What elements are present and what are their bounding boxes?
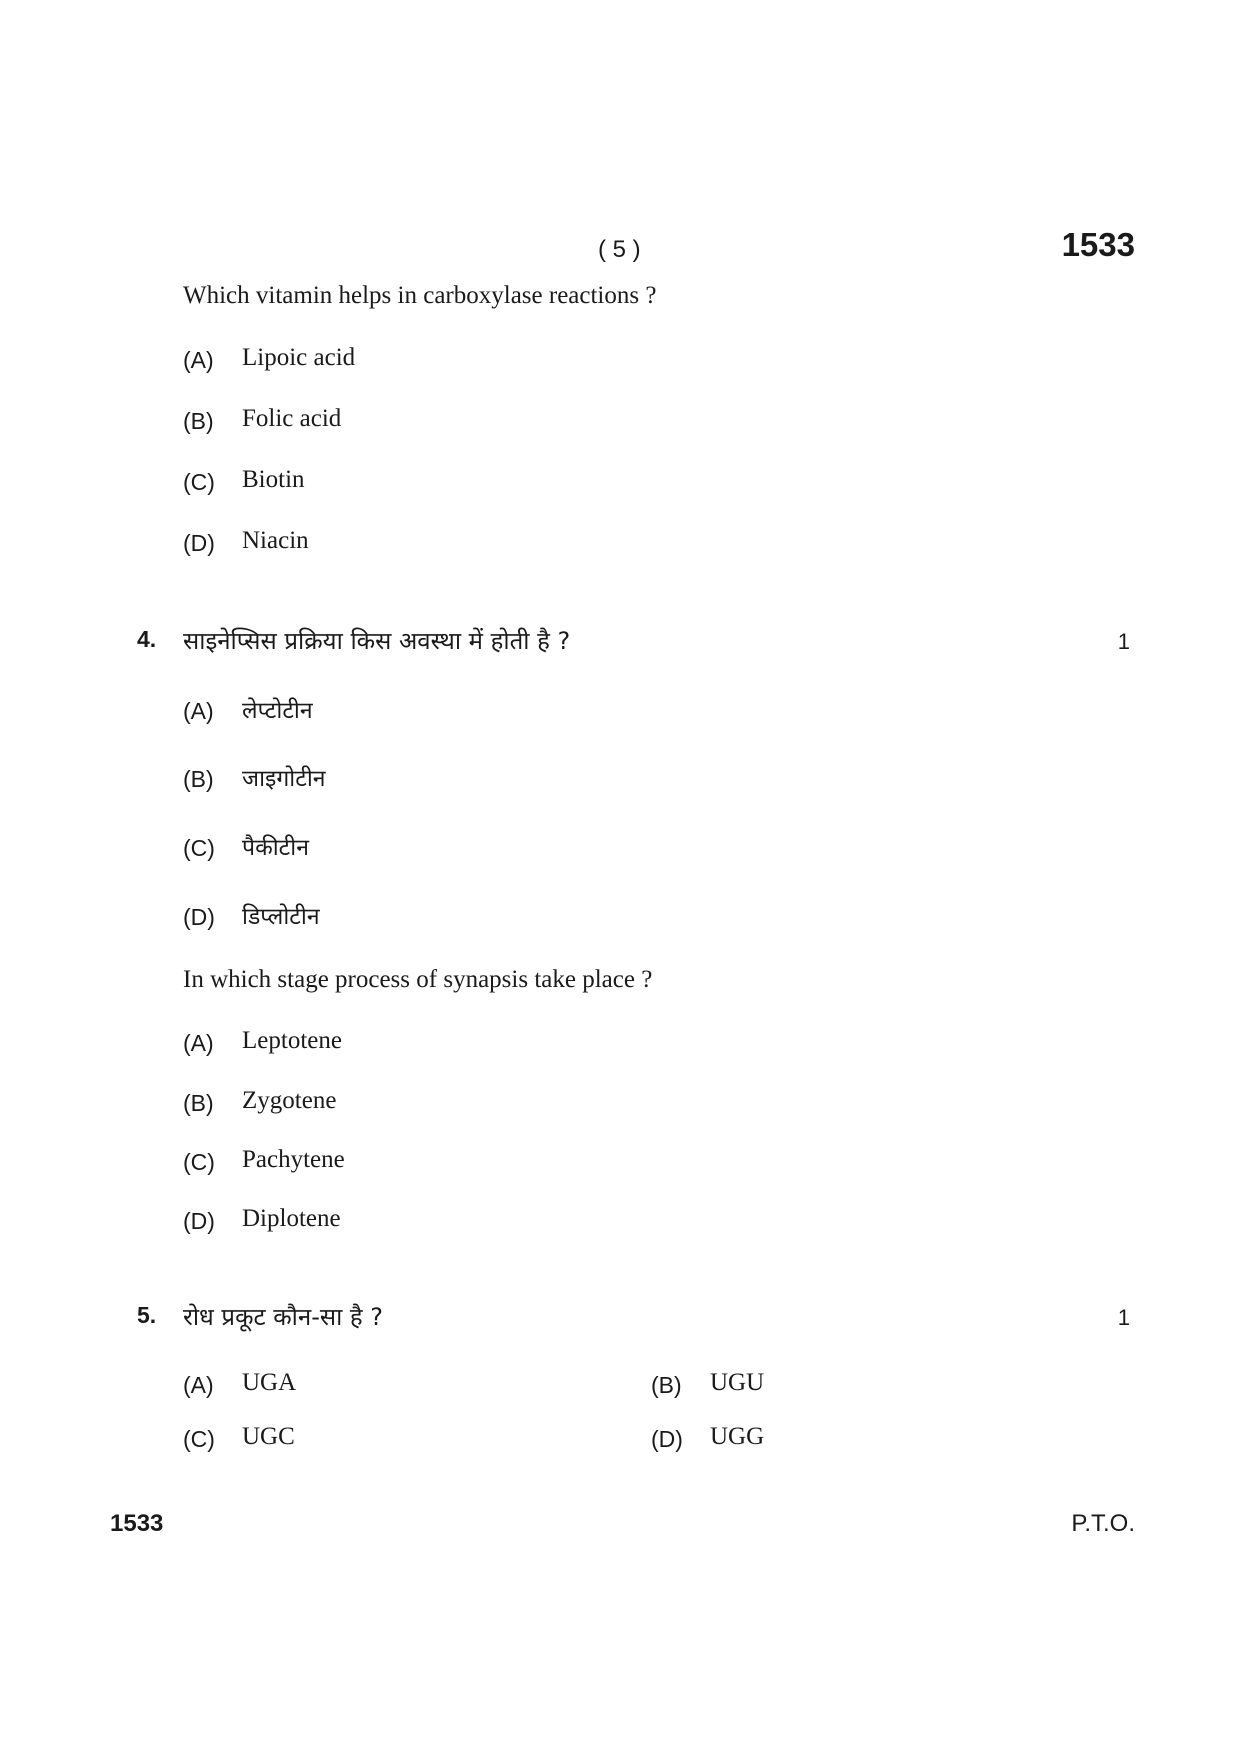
q4-en-option-a-letter: (A) [183, 1030, 214, 1056]
q4-english-text: In which stage process of synapsis take place ? [183, 966, 653, 993]
q4-hindi-text: साइनेप्सिस प्रक्रिया किस अवस्था में होती है ? [183, 627, 571, 655]
q5-option-d-letter: (D) [651, 1426, 683, 1452]
q4-hi-option-d-letter: (D) [183, 904, 215, 930]
q4-en-option-b-text: Zygotene [242, 1087, 337, 1114]
q4-en-option-d-letter: (D) [183, 1208, 215, 1234]
q4-hi-option-c-letter: (C) [183, 835, 215, 861]
q4-en-option-b-letter: (B) [183, 1090, 214, 1116]
q5-option-c-text: UGC [242, 1423, 295, 1450]
q3-option-b-text: Folic acid [242, 405, 342, 432]
q3-option-a-letter: (A) [183, 347, 214, 373]
q5-number: 5. [137, 1302, 157, 1328]
q4-number: 4. [137, 626, 157, 652]
q4-en-option-c-letter: (C) [183, 1149, 215, 1175]
pto-label: P.T.O. [1071, 1510, 1135, 1537]
q5-option-a-letter: (A) [183, 1372, 214, 1398]
q3-option-d-text: Niacin [242, 527, 309, 554]
q4-marks: 1 [1117, 629, 1130, 654]
q4-hi-option-a-text: लेप्टोटीन [242, 698, 313, 724]
q4-en-option-d-text: Diplotene [242, 1205, 341, 1232]
q5-option-c-letter: (C) [183, 1426, 215, 1452]
paper-code-footer: 1533 [110, 1510, 164, 1537]
q3-option-b-letter: (B) [183, 408, 214, 434]
page-number: ( 5 ) [598, 236, 641, 263]
q4-hi-option-b-text: जाइगोटीन [242, 766, 326, 792]
q4-hi-option-a-letter: (A) [183, 698, 214, 724]
q5-hindi-text: रोध प्रकूट कौन-सा है ? [183, 1303, 384, 1331]
q5-option-b-letter: (B) [651, 1372, 682, 1398]
q5-option-b-text: UGU [710, 1369, 765, 1396]
q3-option-d-letter: (D) [183, 530, 215, 556]
q4-en-option-c-text: Pachytene [242, 1146, 345, 1173]
q5-marks: 1 [1117, 1305, 1130, 1330]
q3-option-c-letter: (C) [183, 469, 215, 495]
q5-option-a-text: UGA [242, 1369, 297, 1396]
q3-option-c-text: Biotin [242, 466, 305, 493]
q4-hi-option-b-letter: (B) [183, 766, 214, 792]
q3-english-text: Which vitamin helps in carboxylase reactions ? [183, 282, 657, 309]
q3-option-a-text: Lipoic acid [242, 344, 356, 371]
paper-code-header: 1533 [1061, 226, 1135, 263]
q5-option-d-text: UGG [710, 1423, 765, 1450]
q4-en-option-a-text: Leptotene [242, 1027, 342, 1054]
q4-hi-option-d-text: डिप्लोटीन [242, 904, 320, 930]
q4-hi-option-c-text: पैकीटीन [242, 835, 309, 861]
